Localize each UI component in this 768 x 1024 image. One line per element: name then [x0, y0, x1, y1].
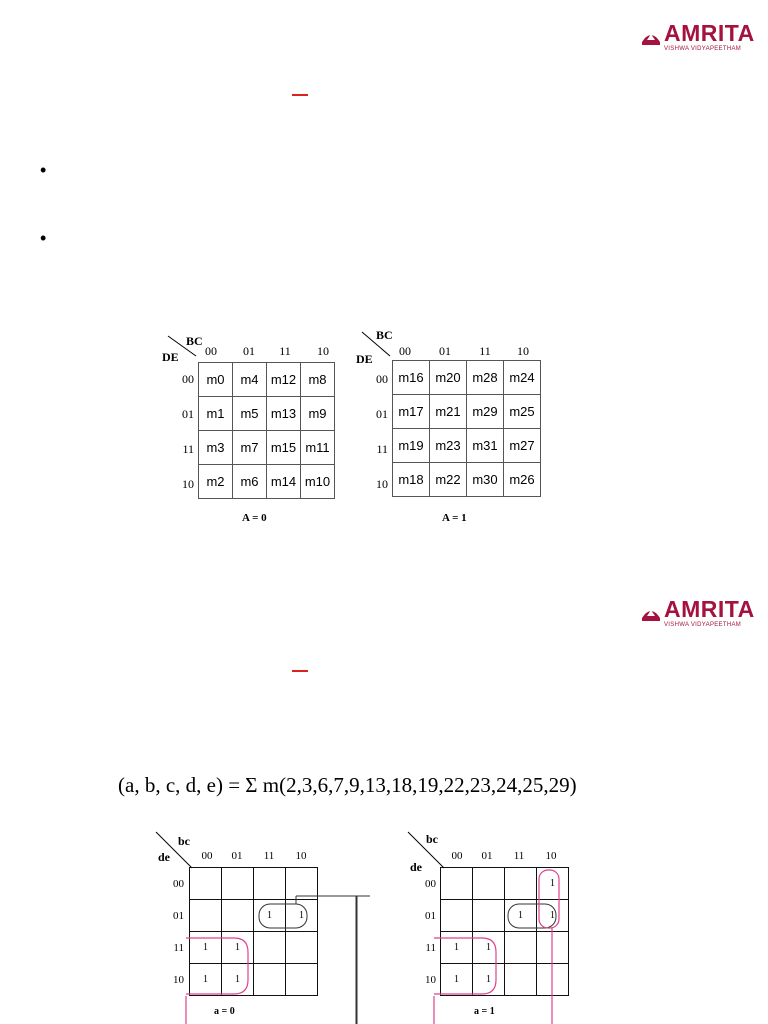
brand-subtitle: VISHWA VIDYAPEETHAM	[664, 46, 742, 52]
kmap-cell: 1	[190, 932, 222, 964]
kmap2-a1-title: a = 1	[474, 1006, 495, 1017]
kmap-a1-grid	[392, 360, 541, 497]
amrita-logo-top	[640, 22, 755, 52]
title-accent-mark	[292, 670, 308, 672]
brand-subtitle: VISHWA VIDYAPEETHAM	[664, 622, 742, 628]
kmap2-a0-col-label: 01	[231, 850, 243, 862]
kmap-a0-col-label: 10	[317, 344, 329, 358]
kmap2-a0-col-label: 00	[201, 850, 213, 862]
kmap-cell: m28	[467, 361, 504, 395]
group-loop	[508, 904, 556, 928]
kmap-cell: m16	[393, 361, 430, 395]
kmap-a0-row-var: DE	[162, 350, 179, 364]
kmap-cell: 1	[222, 964, 254, 996]
kmap-a1	[354, 326, 554, 526]
title-accent-mark	[292, 94, 308, 96]
kmap-a1-col-label: 01	[439, 344, 451, 358]
kmap2-a0-row-var: de	[158, 850, 170, 864]
kmap-cell: 1	[190, 964, 222, 996]
bullet-2: •	[40, 228, 47, 248]
bullet-1: •	[40, 160, 47, 180]
kmap-cell: 1	[473, 964, 505, 996]
kmap-cell: m19	[393, 429, 430, 463]
kmap-cell: m1	[199, 397, 233, 431]
kmap2-a1-col-label: 00	[451, 850, 463, 862]
kmap2-a0	[150, 828, 370, 1024]
kmap-cell: m11	[301, 431, 335, 465]
group-loop	[186, 938, 248, 994]
kmap-a0-row-label: 10	[182, 477, 194, 491]
kmap-cell: m30	[467, 463, 504, 497]
kmap-a0-col-var: BC	[186, 334, 203, 348]
kmap-a0-col-label: 01	[243, 344, 255, 358]
kmap-a1-row-var: DE	[356, 352, 373, 366]
kmap-cell: 1	[441, 964, 473, 996]
kmap-a1-col-label: 00	[399, 344, 411, 358]
kmap-cell: m9	[301, 397, 335, 431]
kmap-cell: m22	[430, 463, 467, 497]
kmap-cell: 1	[537, 868, 569, 900]
kmap-cell: m4	[233, 363, 267, 397]
kmap-cell: m8	[301, 363, 335, 397]
kmap-cell: 1	[222, 932, 254, 964]
kmap-a0	[160, 330, 360, 530]
kmap2-a1-row-label: 00	[425, 878, 436, 890]
kmap2-a1-row-var: de	[410, 860, 422, 874]
kmap-cell: 1	[473, 932, 505, 964]
kmap2-a0-col-label: 10	[295, 850, 307, 862]
brand-name: AMRITA	[664, 596, 755, 622]
kmap-cell: m10	[301, 465, 335, 499]
kmap2-a0-row-label: 00	[173, 878, 184, 890]
kmap-a1-col-var: BC	[376, 328, 393, 342]
amrita-emblem-icon	[640, 602, 662, 624]
kmap-cell: 1	[254, 900, 286, 932]
kmap-a0-title: A = 0	[242, 512, 267, 524]
kmap-cell: 1	[441, 932, 473, 964]
kmap-a1-title: A = 1	[442, 512, 467, 524]
kmap-a0-row-label: 11	[182, 442, 194, 456]
kmap-cell: m31	[467, 429, 504, 463]
kmap-cell: m20	[430, 361, 467, 395]
amrita-emblem-icon	[640, 26, 662, 48]
kmap-cell: m17	[393, 395, 430, 429]
kmap-a0-col-label: 11	[279, 344, 291, 358]
kmap-cell: m12	[267, 363, 301, 397]
kmap2-a1-col-var: bc	[426, 832, 438, 846]
kmap2-a0-col-var: bc	[178, 834, 190, 848]
kmap2-a0-row-label: 10	[173, 974, 184, 986]
kmap-a0-row-label: 01	[182, 407, 194, 421]
kmap-a0-col-label: 00	[205, 344, 217, 358]
group-loop	[434, 938, 496, 994]
kmap-cell: m18	[393, 463, 430, 497]
kmap2-a1	[402, 828, 602, 1024]
kmap2-a0-row-label: 11	[173, 942, 184, 954]
kmap2-a1-groupings	[402, 828, 602, 1024]
group-loop	[259, 904, 307, 928]
amrita-logo-bottom	[640, 598, 755, 628]
kmap-cell: m3	[199, 431, 233, 465]
kmap2-a1-row-label: 10	[425, 974, 436, 986]
kmap-a1-row-label: 10	[376, 477, 388, 491]
kmap-a1-row-label: 00	[376, 372, 388, 386]
kmap-cell: m27	[504, 429, 541, 463]
kmap-cell: m21	[430, 395, 467, 429]
kmap-cell: 1	[537, 900, 569, 932]
kmap-cell: 1	[286, 900, 318, 932]
kmap2-a0-row-label: 01	[173, 910, 184, 922]
kmap-a0-row-label: 00	[182, 372, 194, 386]
kmap-a1-col-label: 11	[479, 344, 491, 358]
kmap2-a0-title: a = 0	[214, 1006, 235, 1017]
minterm-equation: (a, b, c, d, e) = Σ m(2,3,6,7,9,13,18,19,22,23,24,25,29)	[118, 773, 577, 797]
kmap-cell: m14	[267, 465, 301, 499]
kmap-cell: m0	[199, 363, 233, 397]
kmap-cell: m13	[267, 397, 301, 431]
kmap-cell: m6	[233, 465, 267, 499]
kmap2-a1-col-label: 11	[513, 850, 525, 862]
kmap-cell: m23	[430, 429, 467, 463]
kmap-cell: m26	[504, 463, 541, 497]
kmap-a1-row-label: 01	[376, 407, 388, 421]
kmap2-a0-col-label: 11	[263, 850, 275, 862]
kmap-cell: m24	[504, 361, 541, 395]
kmap2-a1-col-label: 01	[481, 850, 493, 862]
kmap2-a0-groupings	[150, 828, 370, 1024]
brand-name: AMRITA	[664, 20, 755, 46]
kmap-cell: m25	[504, 395, 541, 429]
map-connector-line	[356, 896, 358, 1024]
kmap-cell: m29	[467, 395, 504, 429]
kmap-cell: m15	[267, 431, 301, 465]
kmap2-a1-row-label: 11	[425, 942, 436, 954]
kmap-a1-row-label: 11	[376, 442, 388, 456]
kmap2-a1-row-label: 01	[425, 910, 436, 922]
kmap-cell: m5	[233, 397, 267, 431]
kmap-cell: m2	[199, 465, 233, 499]
kmap-cell: 1	[505, 900, 537, 932]
kmap-a0-grid	[198, 362, 335, 499]
kmap-cell: m7	[233, 431, 267, 465]
kmap-a1-col-label: 10	[517, 344, 529, 358]
kmap2-a1-col-label: 10	[545, 850, 557, 862]
